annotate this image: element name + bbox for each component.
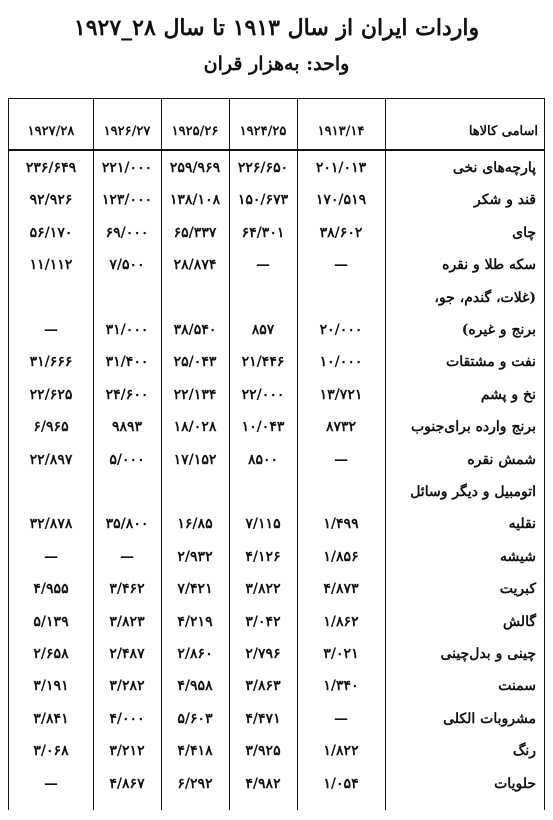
value-cell: ۱/۸۵۶ [323,548,359,565]
header-year-1926: ۱۹۲۶/۲۷ [103,124,151,139]
value-cell: ۱۸/۰۲۸ [173,419,217,436]
value-cell: ۳/۰۴۲ [245,613,281,630]
value-cell: ۳/۸۴۱ [33,710,69,727]
table-row [9,379,544,411]
value-cell: — [334,257,348,274]
commodity-name: گالش [502,613,536,630]
value-cell: ۷/۵۰۰ [109,257,145,274]
commodity-name: شیشه [500,548,536,565]
commodity-name: (غلات، گندم، جو، [434,289,536,306]
value-cell: ۲۲۶/۶۵۰ [237,160,289,176]
header-year-1924: ۱۹۲۴/۲۵ [239,124,287,139]
value-cell [9,476,93,508]
commodity-name: اتومبیل و دیگر وسائل [410,484,536,500]
value-cell: ۸۷۳۲ [325,419,357,436]
value-cell [93,282,161,314]
value-cell: ۴/۴۱۸ [177,743,213,760]
commodity-name: پارچه‌های نخی [452,160,536,176]
value-cell: — [44,775,58,792]
value-cell: ۲۳۶/۶۴۹ [25,160,77,176]
value-cell: ۳/۰۲۱ [323,646,359,662]
value-cell: — [334,710,348,727]
header-year-1925: ۱۹۲۵/۲۶ [171,124,219,139]
value-cell: — [44,322,58,338]
value-cell: ۵/۱۳۹ [33,613,69,630]
value-cell: ۳/۸۲۲ [245,581,281,598]
table-row [9,573,544,605]
value-cell: — [120,548,134,565]
value-cell: ۱/۴۹۹ [323,516,359,533]
value-cell: ۳۵/۸۰۰ [105,516,149,533]
value-cell: ۵/۰۰۰ [109,451,145,468]
value-cell: ۶۵/۳۳۷ [173,224,217,241]
value-cell: ۲۱/۴۴۶ [241,354,285,371]
value-cell: ۱۵۰/۶۷۳ [237,192,289,209]
commodity-name: چینی و بدل‌چینی [440,646,536,662]
table-row [9,735,544,767]
table-row [9,476,544,508]
value-cell: ۲۸/۸۷۴ [173,257,217,274]
value-cell: ۲/۷۹۶ [245,646,281,662]
value-cell: ۲/۴۸۷ [109,646,145,662]
unit-subtitle: واحد: به‌هزار قران [203,53,350,75]
value-cell: ۵/۶۰۳ [177,710,213,727]
table-row [9,768,544,800]
value-cell: ۲۲/۸۹۷ [29,451,73,468]
value-cell: ۳/۸۲۳ [109,613,145,630]
commodity-name: مشروبات الکلی [443,710,536,727]
value-cell: ۱/۸۶۲ [323,613,359,630]
value-cell: ۳/۱۹۱ [33,678,69,695]
value-cell: ۳۱/۰۰۰ [105,322,149,338]
value-cell: ۲۰۱/۰۱۳ [315,160,367,176]
value-cell: ۲۵۹/۹۶۹ [169,160,221,176]
value-cell: — [334,451,348,468]
table-row [9,217,544,249]
value-cell [161,476,229,508]
value-cell [229,282,297,314]
value-cell [161,282,229,314]
commodity-name: نقلیه [508,516,536,533]
commodity-name: کبریت [499,581,536,598]
page-title: واردات ایران از سال ۱۹۱۳ تا سال ۲۸_۱۹۲۷ [73,15,480,41]
table-row [9,508,544,540]
table-row [9,249,544,281]
table-row [9,638,544,670]
value-cell: ۷/۱۱۵ [245,516,281,533]
table-row [9,541,544,573]
value-cell: ۶۹/۰۰۰ [105,224,149,241]
value-cell: ۲۲/۱۳۴ [173,386,217,403]
value-cell: ۲۲/۰۰۰ [241,386,285,403]
value-cell: ۲/۸۶۰ [177,646,213,662]
commodity-name: حلویات [494,775,536,792]
header-year-1927: ۱۹۲۷/۲۸ [27,124,75,139]
commodity-name: شمش نقره [467,451,536,468]
value-cell: ۴/۲۱۹ [177,613,213,630]
value-cell: ۳/۹۲۵ [245,743,281,760]
value-cell: ۱/۰۵۴ [323,775,359,792]
value-cell: ۲/۹۳۲ [177,548,213,565]
value-cell [93,476,161,508]
commodity-name: برنج وارده برای‌جنوب [410,419,536,436]
table-row [9,703,544,735]
value-cell: ۲۵/۰۴۳ [173,354,217,371]
value-cell: ۱۶/۸۵ [177,516,213,533]
value-cell: ۴/۹۸۲ [245,775,281,792]
header-year-1913: ۱۹۱۳/۱۴ [317,124,365,139]
table-row [9,444,544,476]
value-cell: ۱۰/۰۰۰ [319,354,363,371]
value-cell: ۱۲۳/۰۰۰ [101,192,153,209]
value-cell [297,282,385,314]
value-cell: — [256,257,270,274]
table-row [9,670,544,702]
commodity-name: رنگ [512,743,536,760]
header-item-names: اسامی کالاها [468,124,538,139]
value-cell: ۹۲/۹۲۶ [29,192,73,209]
value-cell: ۲/۶۵۸ [33,646,69,662]
value-cell: ۶/۲۹۲ [177,775,213,792]
value-cell: ۴/۹۵۸ [177,678,213,695]
value-cell: ۳۱/۶۶۶ [29,354,73,371]
value-cell: ۳۸/۶۰۲ [319,224,363,241]
value-cell: ۱/۸۲۲ [323,743,359,760]
commodity-name: نخ و پشم [480,386,536,403]
value-cell [9,282,93,314]
value-cell: — [44,548,58,565]
value-cell: ۳۱/۴۰۰ [105,354,149,371]
value-cell: ۳/۰۶۸ [33,743,69,760]
value-cell: ۳/۲۱۲ [109,743,145,760]
commodity-name: سمنت [498,678,536,695]
value-cell: ۶/۹۶۵ [33,419,69,436]
value-cell: ۳/۲۸۲ [109,678,145,695]
commodity-name: چای [512,224,536,241]
value-cell: ۱۳/۷۲۱ [319,386,363,403]
value-cell: ۱۷/۱۵۲ [173,451,217,468]
value-cell: ۲۲/۶۲۵ [29,386,73,403]
value-cell: ۵۶/۱۷۰ [29,224,73,241]
value-cell: ۱/۳۴۰ [323,678,359,695]
value-cell: ۸۵۰۰ [247,451,279,468]
header-divider [9,149,544,151]
table-row [9,411,544,443]
value-cell: ۱۳۸/۱۰۸ [169,192,221,209]
table-row [9,282,544,314]
value-cell: ۲۰/۰۰۰ [319,322,363,338]
value-cell: ۴/۰۰۰ [109,710,145,727]
table-row [9,152,544,184]
value-cell: ۱۰/۰۴۳ [241,419,285,436]
commodity-name: سکه طلا و نقره [442,257,536,274]
table-row [9,184,544,216]
value-cell: ۳/۴۶۲ [109,581,145,598]
value-cell [229,476,297,508]
value-cell: ۳۲/۸۷۸ [29,516,73,533]
value-cell: ۱۱/۱۱۲ [29,257,73,274]
table-row [9,346,544,378]
value-cell: ۴/۸۷۳ [323,581,359,598]
value-cell: ۲۲۱/۰۰۰ [101,160,153,176]
value-cell: ۶۴/۳۰۱ [241,224,285,241]
value-cell: ۷/۴۲۱ [177,581,213,598]
table-row [9,314,544,346]
value-cell: ۴/۹۵۵ [33,581,69,598]
commodity-name: برنج و غیره) [461,322,536,338]
value-cell: ۱۷۰/۵۱۹ [315,192,367,209]
value-cell: ۳۸/۵۴۰ [173,322,217,338]
value-cell: ۲۴/۶۰۰ [105,386,149,403]
value-cell: ۸۵۷ [251,322,275,338]
value-cell: ۹۸۹۳ [111,419,143,436]
value-cell: ۴/۱۲۶ [245,548,281,565]
value-cell [297,476,385,508]
value-cell: ۴/۸۶۷ [109,775,145,792]
value-cell: ۳/۸۶۳ [245,678,281,695]
value-cell: ۴/۴۷۱ [245,710,281,727]
imports-table [8,98,545,810]
commodity-name: قند و شکر [474,192,536,209]
commodity-name: نفت و مشتقات [446,354,536,371]
table-row [9,606,544,638]
